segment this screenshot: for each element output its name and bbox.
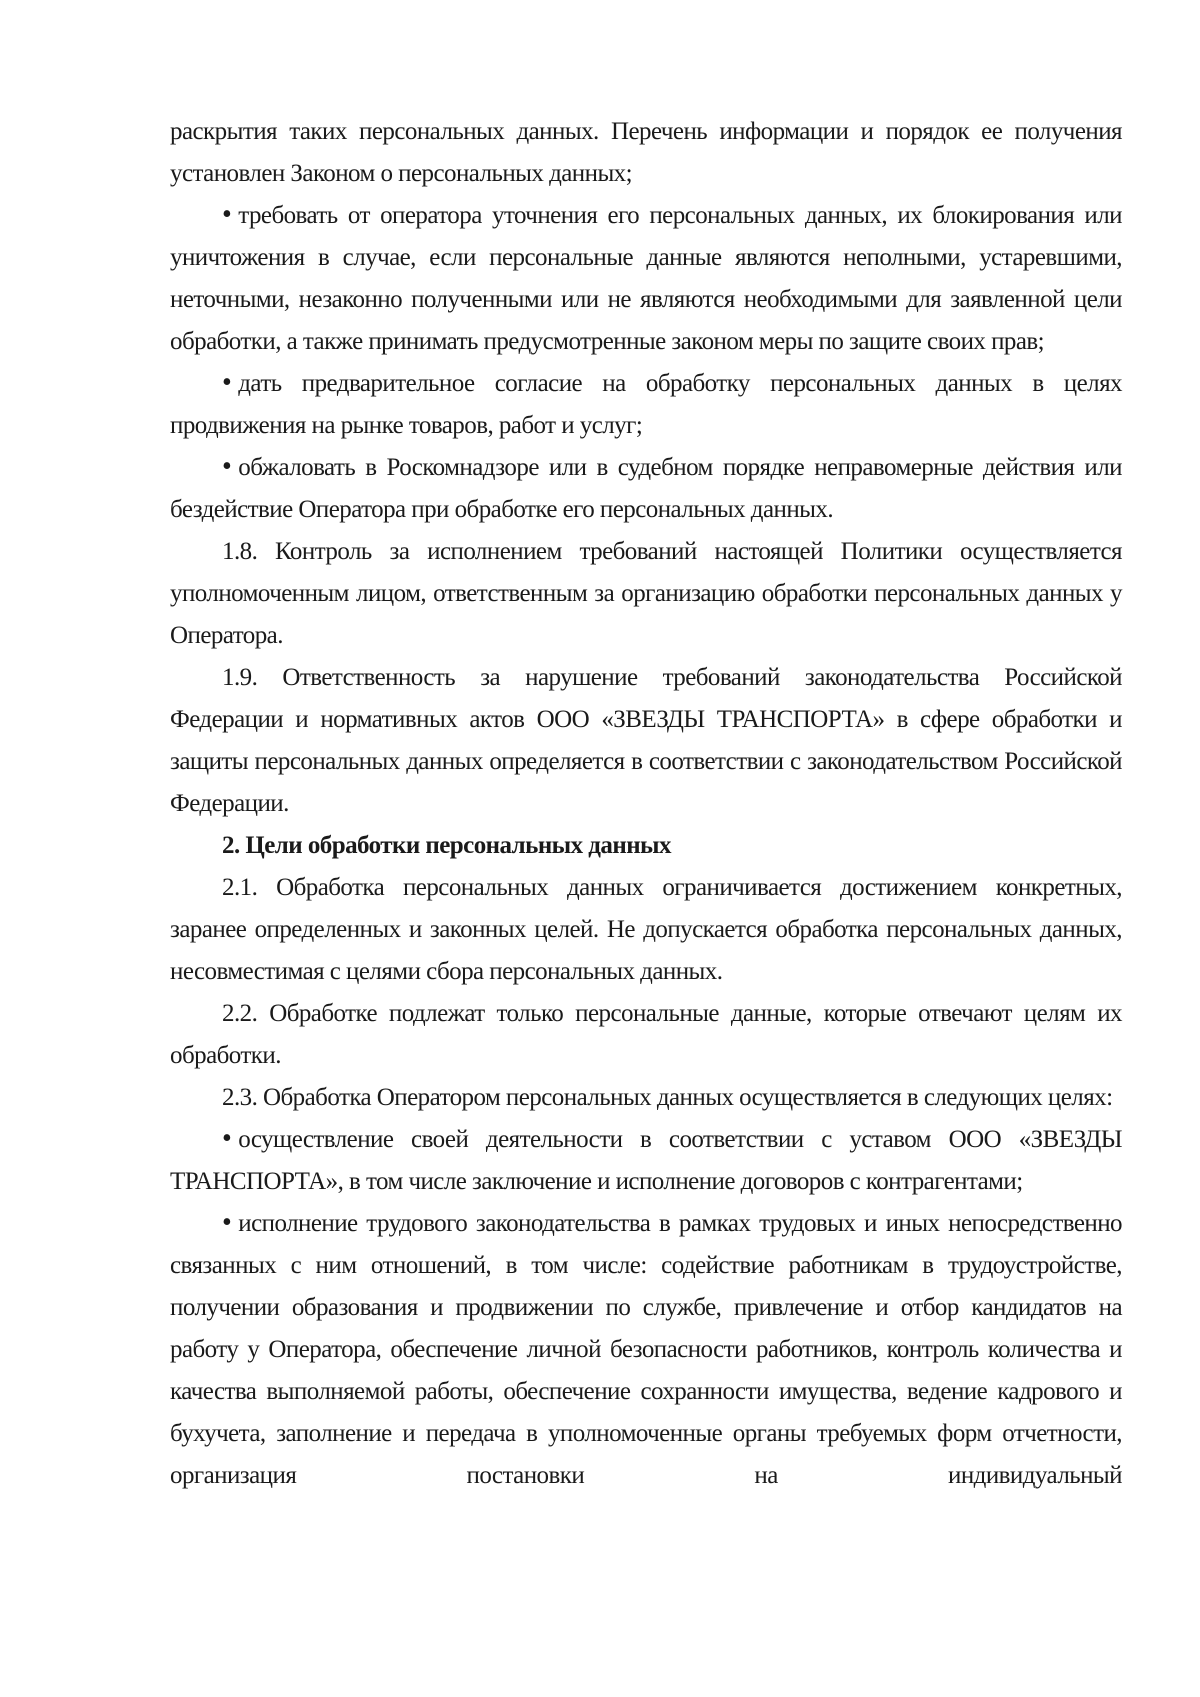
section-heading bbox=[170, 825, 1122, 867]
bullet-icon: • bbox=[222, 1207, 232, 1238]
paragraph-text: обжаловать в Роскомнадзоре или в судебном порядке неправомерные действия или бездействие Оператора при обработке его персональных данных. bbox=[170, 454, 1122, 523]
numbered-paragraph-2-2 bbox=[170, 993, 1122, 1077]
numbered-paragraph-1-8 bbox=[170, 531, 1122, 657]
bullet-paragraph bbox=[170, 1119, 1122, 1203]
bullet-paragraph bbox=[170, 363, 1122, 447]
numbered-paragraph-2-1 bbox=[170, 867, 1122, 993]
paragraph-text: 2.3. Обработка Оператором персональных данных осуществляется в следующих целях: bbox=[222, 1084, 1113, 1111]
section-heading-text: 2. Цели обработки персональных данных bbox=[222, 832, 671, 859]
paragraph-text: 1.9. Ответственность за нарушение требований законодательства Российской Федерации и нормативных актов ООО «ЗВЕЗДЫ ТРАНСПОРТА» в сфере обработки и защиты персональных данных определяется в соответствии с законодательством Российской Федерации. bbox=[170, 664, 1122, 817]
paragraph-text: дать предварительное согласие на обработку персональных данных в целях продвижения на рынке товаров, работ и услуг; bbox=[170, 370, 1122, 439]
bullet-paragraph bbox=[170, 447, 1122, 531]
paragraph-text: 2.1. Обработка персональных данных ограничивается достижением конкретных, заранее определенных и законных целей. Не допускается обработка персональных данных, несовместимая с целями сбора персональных данных. bbox=[170, 874, 1122, 985]
bullet-icon: • bbox=[222, 451, 232, 482]
paragraph-text: 1.8. Контроль за исполнением требований настоящей Политики осуществляется уполномоченным лицом, ответственным за организацию обработки персональных данных у Оператора. bbox=[170, 538, 1122, 649]
paragraph-text: осуществление своей деятельности в соответствии с уставом ООО «ЗВЕЗДЫ ТРАНСПОРТА», в том числе заключение и исполнение договоров с контрагентами; bbox=[170, 1126, 1122, 1195]
paragraph-continuation bbox=[170, 111, 1122, 195]
bullet-paragraph bbox=[170, 1203, 1122, 1497]
document-body bbox=[170, 111, 1122, 1497]
paragraph-text: раскрытия таких персональных данных. Перечень информации и порядок ее получения установлен Законом о персональных данных; bbox=[170, 118, 1122, 187]
paragraph-text: 2.2. Обработке подлежат только персональные данные, которые отвечают целям их обработки. bbox=[170, 1000, 1122, 1069]
numbered-paragraph-1-9 bbox=[170, 657, 1122, 825]
bullet-icon: • bbox=[222, 367, 232, 398]
bullet-icon: • bbox=[222, 1123, 232, 1154]
paragraph-text: требовать от оператора уточнения его персональных данных, их блокирования или уничтожения в случае, если персональные данные являются неполными, устаревшими, неточными, незаконно полученными или не являются необходимыми для заявленной цели обработки, а также принимать предусмотренные законом меры по защите своих прав; bbox=[170, 202, 1122, 355]
bullet-icon: • bbox=[222, 199, 232, 230]
numbered-paragraph-2-3 bbox=[170, 1077, 1122, 1119]
paragraph-text: исполнение трудового законодательства в рамках трудовых и иных непосредственно связанных с ним отношений, в том числе: содействие работникам в трудоустройстве, получении образования и продвижении по службе, привлечение и отбор кандидатов на работу у Оператора, обеспечение личной безопасности работников, контроль количества и качества выполняемой работы, обеспечение сохранности имущества, ведение кадрового и бухучета, заполнение и передача в уполномоченные органы требуемых форм отчетности, организация постановки на индивидуальный bbox=[170, 1210, 1122, 1489]
bullet-paragraph bbox=[170, 195, 1122, 363]
